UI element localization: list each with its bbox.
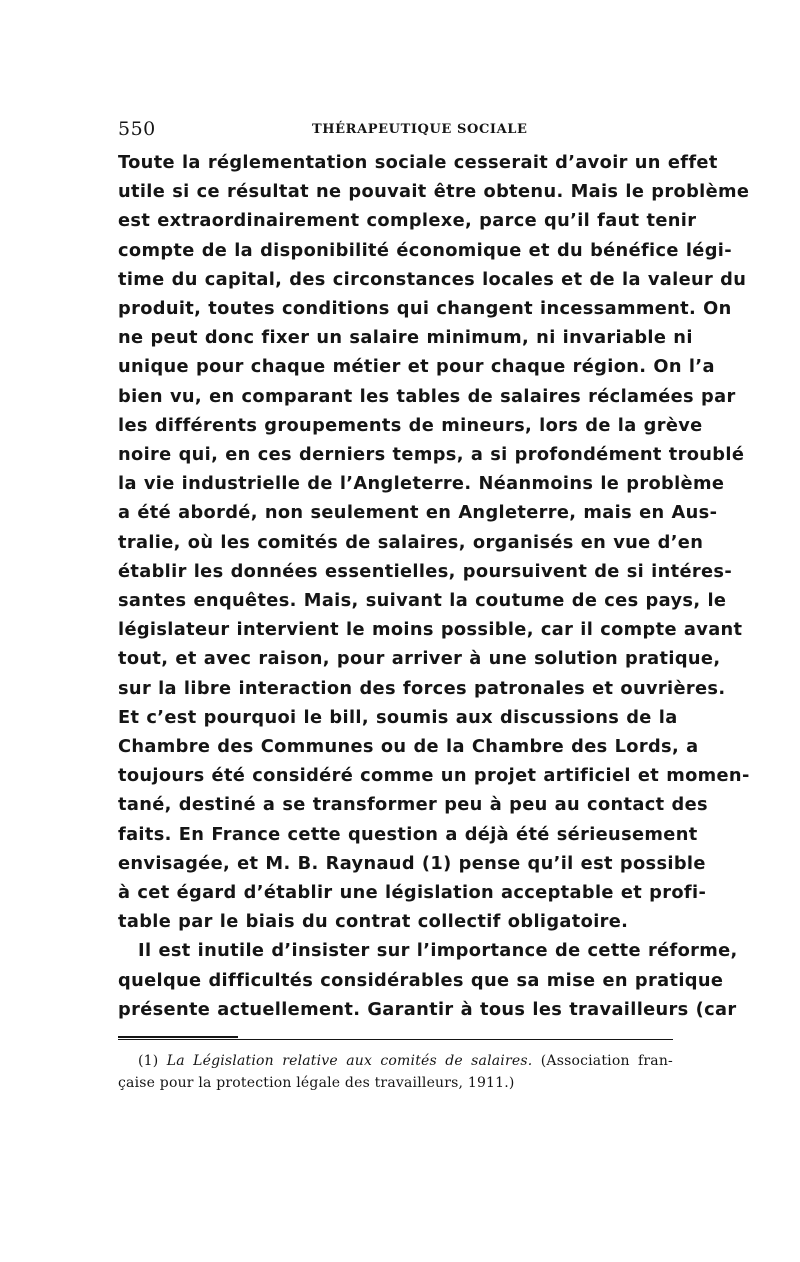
footnote-rule-long [118, 1039, 673, 1040]
footnote [118, 1050, 673, 1094]
text-line: bien vu, en comparant les tables de salaires réclamées par [118, 385, 736, 407]
text-line: Chambre des Communes ou de la Chambre des Lords, a [118, 736, 699, 758]
text-line: Et c’est pourquoi le bill, soumis aux discussions de la [118, 706, 678, 728]
text-line: toujours été considéré comme un projet artificiel et momen- [118, 765, 750, 787]
text-line: législateur intervient le moins possible, car il compte avant [118, 619, 743, 641]
text-line: santes enquêtes. Mais, suivant la coutume de ces pays, le [118, 590, 727, 612]
footnote-title: La Législation relative aux comités de salaires. [166, 1053, 533, 1070]
footnote-marker: (1) [138, 1053, 159, 1070]
running-head [118, 118, 673, 140]
text-line: envisagée, et M. B. Raynaud (1) pense qu’il est possible [118, 852, 706, 874]
book-page [118, 118, 750, 1094]
footnote-rule [118, 1036, 673, 1040]
text-line: noire qui, en ces derniers temps, a si profondément troublé [118, 444, 745, 466]
text-line: ne peut donc fixer un salaire minimum, ni invariable ni [118, 327, 693, 349]
text-line: tout, et avec raison, pour arriver à une solution pratique, [118, 648, 721, 670]
text-line: présente actuellement. Garantir à tous les travailleurs (car [118, 998, 737, 1020]
footnote-text: (Association fran- [540, 1053, 673, 1070]
text-line: table par le biais du contrat collectif obligatoire. [118, 911, 629, 933]
text-line: time du capital, des circonstances locales et de la valeur du [118, 268, 747, 290]
text-line: compte de la disponibilité économique et du bénéfice légi- [118, 239, 732, 261]
text-line: faits. En France cette question a déjà été sérieusement [118, 823, 698, 845]
footnote-line: çaise pour la protection légale des travailleurs, 1911.) [118, 1075, 515, 1092]
text-line: établir les données essentielles, poursuivent de si intéres- [118, 560, 733, 582]
footnote-line [118, 1050, 673, 1072]
text-line: Il est inutile d’insister sur l’importance de cette réforme, [138, 940, 738, 962]
text-line: Toute la réglementation sociale cesserait d’avoir un effet [118, 152, 718, 173]
text-line: à cet égard d’établir une législation acceptable et profi- [118, 882, 707, 904]
text-line: tralie, où les comités de salaires, organisés en vue d’en [118, 531, 704, 553]
footnote-rule-short [118, 1036, 238, 1038]
page-number: 550 [118, 118, 156, 140]
text-line: est extraordinairement complexe, parce qu’il faut tenir [118, 210, 697, 232]
text-line: sur la libre interaction des forces patronales et ouvrières. [118, 677, 726, 699]
text-line: tané, destiné a se transformer peu à peu au contact des [118, 794, 708, 816]
text-line: utile si ce résultat ne pouvait être obtenu. Mais le problème [118, 181, 750, 203]
body-text [118, 148, 750, 1024]
text-line: la vie industrielle de l’Angleterre. Néanmoins le problème [118, 473, 725, 495]
text-line: quelque difficultés considérables que sa mise en pratique [118, 969, 724, 991]
running-title: THÉRAPEUTIQUE SOCIALE [312, 122, 528, 137]
text-line: produit, toutes conditions qui changent incessamment. On [118, 298, 732, 320]
text-line: a été abordé, non seulement en Angleterre, mais en Aus- [118, 502, 718, 524]
text-line: unique pour chaque métier et pour chaque région. On l’a [118, 356, 715, 378]
text-line: les différents groupements de mineurs, lors de la grève [118, 414, 703, 436]
